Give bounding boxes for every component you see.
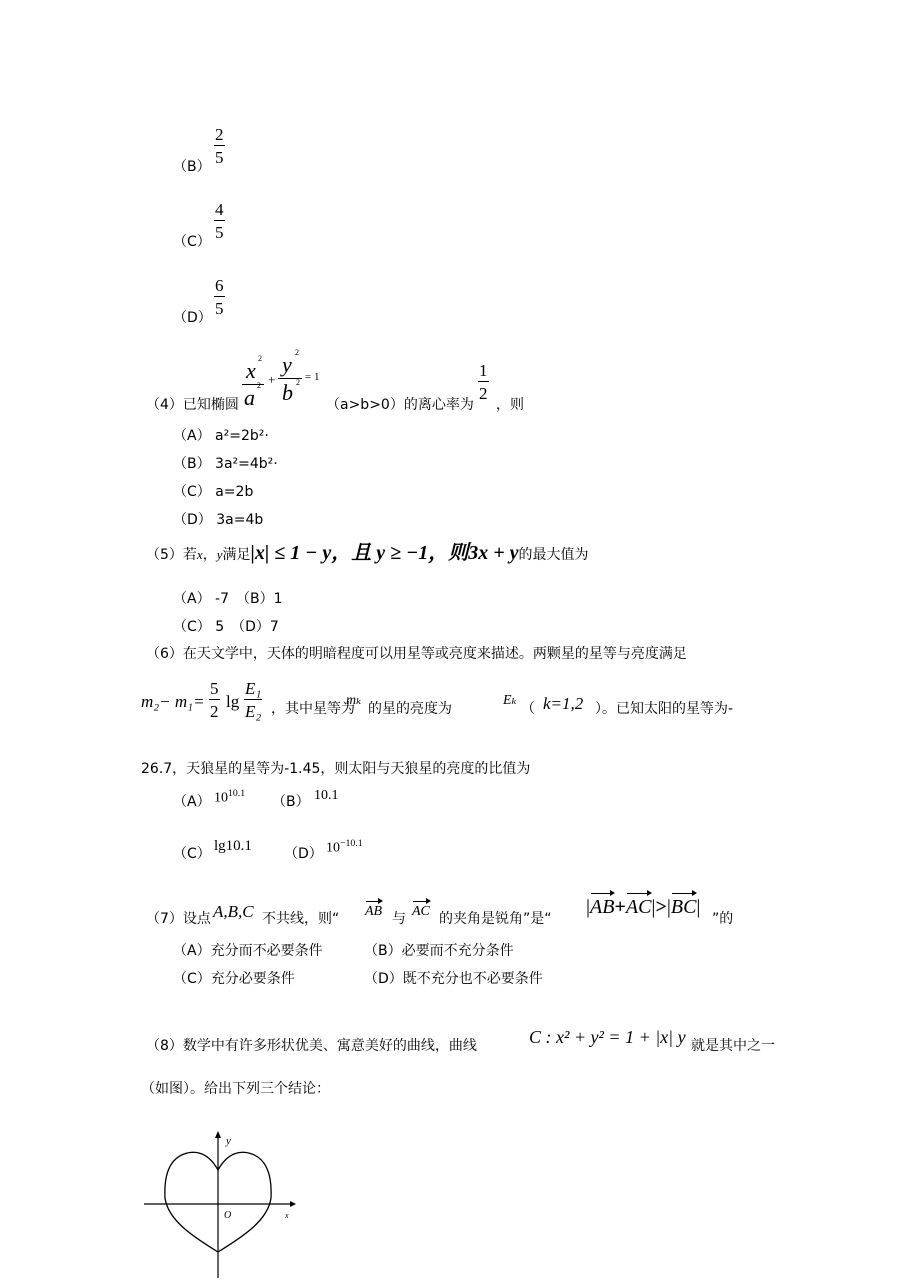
q6-option-a-exponent: 10.1 <box>228 788 246 799</box>
q6-e-den: E₂ <box>245 702 262 721</box>
x-axis-arrow <box>290 1201 296 1207</box>
q6-option-c-label: （C） <box>173 846 211 862</box>
q4-eccentricity-fraction <box>478 362 489 402</box>
fig-x-label: x <box>285 1211 289 1220</box>
q7-vector-ac: AC <box>412 904 430 919</box>
q7-option-b: （B）必要而不充分条件 <box>364 943 514 959</box>
q7-points: A,B,C <box>213 902 254 921</box>
q5-options-line2: （C） 5 （D）7 <box>173 619 279 635</box>
q4-ellipse-equation: x 2 a 2 + y 2 b 2 = 1 <box>244 348 320 410</box>
q6-line1: （6）在天文学中，天体的明暗程度可以用星等或亮度来描述。两颗星的星等与亮度满足 <box>146 646 687 662</box>
q4-option-a: （A） a²=2b²· <box>173 428 269 444</box>
q7-mid1: 不共线，则“ <box>262 911 340 927</box>
y-axis-arrow <box>215 1131 221 1138</box>
q8-line2: （如图）。给出下列三个结论： <box>141 1081 330 1097</box>
q8-line1-tail: 就是其中之一 <box>691 1038 775 1054</box>
q7-question <box>146 896 786 928</box>
q5-lead: （5）若 <box>146 547 197 563</box>
q4-lead: （4）已知椭圆 <box>146 397 239 413</box>
q6-option-d-value: $10^{-10.1}$ <box>326 838 363 856</box>
q6-option-a-value: $10^{10.1}$ <box>214 788 246 806</box>
q6-option-d-label: （D） <box>284 846 323 862</box>
q4-condition: （a>b>0）的离心率为 <box>326 397 474 413</box>
q6-option-b-value: 10.1 <box>314 788 339 803</box>
q5-options-line1: （A） -7 （B）1 <box>173 591 283 607</box>
q4-ecc-numerator: 1 <box>479 361 488 380</box>
q6-option-d-exponent: −10.1 <box>340 838 363 849</box>
q8-line1-lead: （8）数学中有许多形状优美、寓意美好的曲线，曲线 <box>146 1038 477 1054</box>
q7-mid3: 的夹角是锐角”是“ <box>439 911 552 927</box>
q6-option-a-label: （A） <box>173 794 211 810</box>
q3-option-b-fraction <box>214 126 225 166</box>
q7-cond-gt: > <box>655 896 667 918</box>
q7-option-a: （A）充分而不必要条件 <box>173 943 323 959</box>
q3-option-c-numerator: 4 <box>215 200 224 219</box>
q7-cond-bc: BC <box>670 896 697 918</box>
q6-e-num: E₁ <box>245 679 262 698</box>
q6-ek: Eₖ <box>503 693 517 708</box>
q7-cond-plus: + <box>614 896 626 918</box>
q6-option-c-value: lg10.1 <box>214 838 252 854</box>
q3-option-d-denominator: 5 <box>215 299 224 318</box>
q6-formula-frac <box>209 680 220 720</box>
q5-var-y: y <box>216 547 223 562</box>
q4-option-b: （B） 3a²=4b²· <box>173 456 278 472</box>
q7-cond-ab: AB <box>590 896 615 918</box>
q7-mid2: 与 <box>392 911 406 927</box>
q3-option-c-fraction <box>214 201 225 241</box>
fig-origin-label: O <box>224 1210 232 1221</box>
q6-formula-line <box>141 676 781 730</box>
q6-frac-den: 2 <box>210 702 219 721</box>
q3-option-d-fraction <box>214 277 225 317</box>
q4-option-d: （D） 3a=4b <box>173 512 264 528</box>
q7-vector-ab: AB <box>365 904 383 919</box>
q3-option-b-denominator: 5 <box>215 148 224 167</box>
q6-formula-e-frac <box>244 680 262 720</box>
q6-option-b-label: （B） <box>272 794 310 810</box>
q7-option-c: （C）充分必要条件 <box>173 971 295 987</box>
q3-option-d-label: （D） <box>173 310 212 326</box>
q7-condition: |AB+AC|>|BC| <box>586 896 701 918</box>
q6-formula-lg: lg <box>226 692 240 711</box>
q3-option-c-label: （C） <box>173 234 211 250</box>
q4-ecc-denominator: 2 <box>479 384 488 403</box>
q7-cond-ac: AC <box>625 896 652 918</box>
q6-line3: 26.7，天狼星的星等为-1.45，则太阳与天狼星的亮度的比值为 <box>141 761 531 777</box>
q7-tail: ”的 <box>712 911 734 927</box>
q6-mid1: ，其中星等为 <box>271 701 355 717</box>
q5-comma: ， <box>202 547 217 563</box>
q5-condition-math: |x| ≤ 1 − y，且 y ≥ −1，则3x + y <box>250 542 519 564</box>
q3-option-d-numerator: 6 <box>215 276 224 295</box>
q5-question <box>146 536 589 565</box>
q6-mk: mₖ <box>346 693 362 708</box>
q6-formula-lhs: m₂− m₁= <box>141 692 205 711</box>
q5-tail: 的最大值为 <box>518 547 589 563</box>
q8-heart-curve-figure <box>140 1128 300 1280</box>
q3-option-b-numerator: 2 <box>215 125 224 144</box>
q6-frac-num: 5 <box>210 679 219 698</box>
q7-lead: （7）设点 <box>146 911 211 927</box>
q5-var-x: x <box>196 547 203 562</box>
q4-tail: ，则 <box>496 397 524 413</box>
q7-option-d: （D）既不充分也不必要条件 <box>364 971 543 987</box>
q8-line1 <box>146 1027 786 1057</box>
fig-y-label: y <box>226 1135 231 1147</box>
q6-krange: k=1,2 <box>543 694 584 713</box>
q5-satisfy: 满足 <box>222 547 251 563</box>
q3-option-c-denominator: 5 <box>215 223 224 242</box>
q6-mid4: ）。已知太阳的星等为- <box>595 701 734 717</box>
q4-option-c: （C） a=2b <box>173 484 254 500</box>
q8-curve-equation: C : x² + y² = 1 + |x| y <box>529 1027 686 1047</box>
q6-mid3: （ <box>521 701 535 717</box>
q3-option-b-label: （B） <box>173 159 211 175</box>
q6-mid2: 的星的亮度为 <box>368 701 452 717</box>
